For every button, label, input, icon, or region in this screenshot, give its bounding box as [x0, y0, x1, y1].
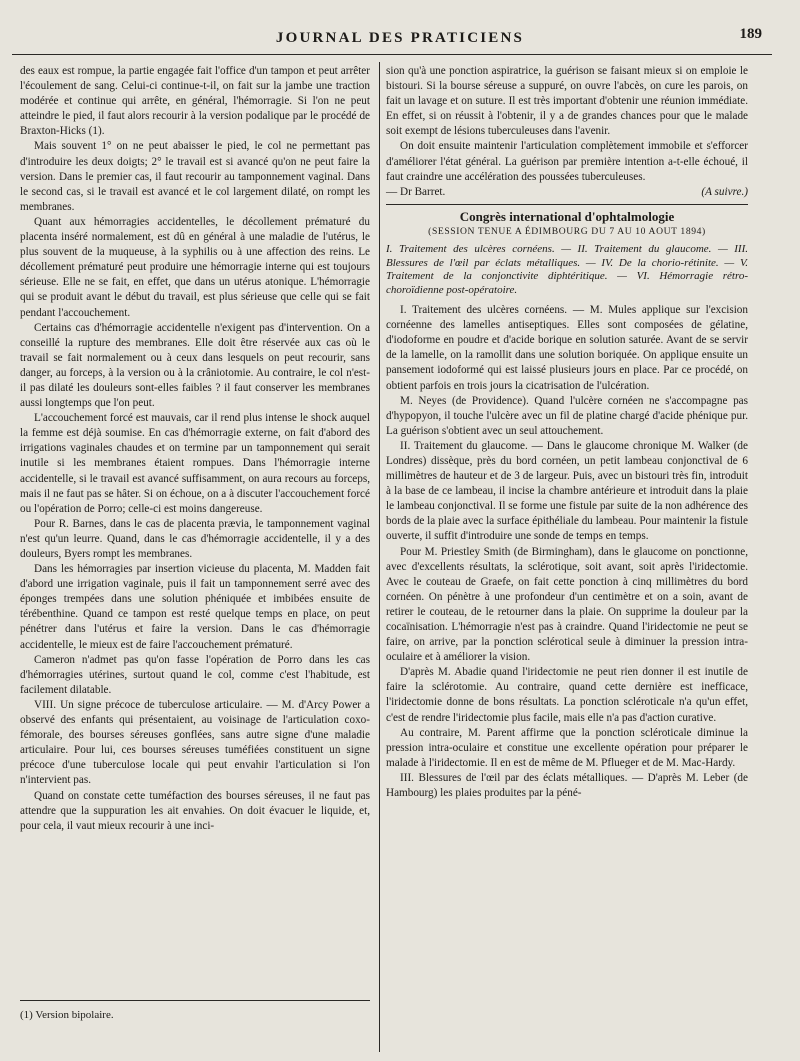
- paragraph: On doit ensuite maintenir l'articulation complètement immobile et s'efforcer d'améliorer l'état général. La guérison par première intention a-t-elle échoué, il faut craindre une accélération des poussées tuberculeuses.: [386, 140, 748, 183]
- footnote-rule: [20, 1000, 370, 1001]
- paragraph: Pour M. Priestley Smith (de Birmingham), dans le glaucome on ponctionne, avec d'excellents résultats, la sclérotique, soit avant, soit après l'iridectomie. Avec le couteau de Graefe, on fait cette ponction à cinq millimètres du bord cornéen. On pénètre à une profondeur d'un centimètre et on a soin, avant de retirer le couteau, de le retourner dans la plaie. On supprime la douleur par la cocaïnisation. L'hémorragie n'est pas à craindre. Quand l'iridectomie ne peut se faire, on arrive, par la ponction sclérotical seule à diminuer la pression intra-oculaire et à améliorer la vision.: [386, 545, 748, 664]
- left-column: [20, 64, 370, 834]
- paragraph: II. Traitement du glaucome. — Dans le glaucome chronique M. Walker (de Londres) dissèque, près du bord cornéen, un petit lambeau conjonctival de 6 millimètres de hauteur et de 3 de largeur. Puis, avec un bistouri très fin, introduit à la base de ce lambeau, il incise la chambre antérieure et introduit dans la plaie le lambeau conjonctival. Il se forme une fistule par suite de la non adhérence des bords de la plaie avec la surface épithéliale du lambeau. Pour maintenir la fistule ouverte, il suffit d'introduire une sonde de temps en temps.: [386, 439, 748, 543]
- paragraph: Pour R. Barnes, dans le cas de placenta prævia, le tamponnement vaginal n'est qu'un leurre. Quand, dans le cas d'hémorragie accidentelle, il y a des douleurs, Byers rompt les membranes.: [20, 517, 370, 560]
- page-header: [0, 24, 800, 54]
- paragraph: Certains cas d'hémorragie accidentelle n'exigent pas d'intervention. On a conseillé la rupture des membranes. Elle doit être réservée aux cas où le travail se fait normalement ou à ceux dans lesquels on peut recourir, sans danger, au forceps, à la version ou à la crâniotomie. Au contraire, le col n'est-il pas dilaté les douleurs sont-elles faibles ? il faut conserver les membranes aussi longtemps que l'on peut.: [20, 321, 370, 410]
- paragraph: sion qu'à une ponction aspiratrice, la guérison se faisant mieux si on emploie le bistouri. Si la bourse séreuse a suppuré, on ouvre l'abcès, on cure les parois, on fait un lavage et on suture. Il est très important d'obtenir une réunion immédiate. En effet, si on réussit à l'obtenir, il y a de grandes chances pour que le malade soit exempt de lésions tuberculeuses dans l'avenir.: [386, 65, 748, 138]
- paragraph: I. Traitement des ulcères cornéens. — M. Mules applique sur l'excision cornéenne des lamelles antiseptiques. Elles sont composées de gélatine, d'iodoforme en poudre et d'acide borique en solution saturée. Avant de se servir de la lamelle, on la ramollit dans une solution boriquée. On applique ensuite un pansement iodoformé qui est laissé plusieurs jours en place. Par ce procédé, on obtient parfois en trois jours la cicatrisation de l'ulcération.: [386, 304, 748, 392]
- paragraph: Dans les hémorragies par insertion vicieuse du placenta, M. Madden fait d'abord une irrigation vaginale, puis il fait un tamponnement serré avec des éponges trempées dans une solution phéniquée et imbibées ensuite de térébenthine. Quand ce tampon est resté quelque temps en place, on peut pénétrer dans l'utérus et faire la version. Dans le cas d'hémorragie accidentelle, le mieux est de faire l'accouchement prématuré.: [20, 563, 370, 651]
- journal-title: JOURNAL DES PRATICIENS: [275, 30, 525, 46]
- paragraph: D'après M. Abadie quand l'iridectomie ne peut rien donner il est inutile de faire la sclérotomie. Au contraire, quand cette dernière est inefficace, l'iridectomie donne de bons résultats. La ponction scléroticale n'a qu'un effet, c'est de rendre l'iridectomie plus facile, mais elle n'a pas d'action curative.: [386, 666, 748, 724]
- paragraph: Mais souvent 1° on ne peut abaisser le pied, le col ne permettant pas d'introduire les deux doigts; 2° le travail est si avancé qu'on ne peut faire la version. Dans le premier cas, il faut recourir au tamponnement vaginal. Dans le second cas, si le travail est avancé et le col largement dilaté, on rompt les membranes.: [20, 140, 370, 213]
- paragraph: L'accouchement forcé est mauvais, car il rend plus intense le shock auquel la femme est déjà soumise. En cas d'hémorragie externe, on fait d'abord des irrigations vaginales chaudes et on termine par un tamponnement qui serait inutile si les membranes étaient rompues. Dans l'hémorragie interne accidentelle, si le travail est avancé suffisamment, on aura recours au forceps, mais il ne faut pas se hâter. Si on échoue, on a à discuter l'accouchement forcé ou l'opération de Porro; celle-ci est moins dangereuse.: [20, 412, 370, 515]
- paragraph: Cameron n'admet pas qu'on fasse l'opération de Porro dans les cas d'hémorragies utérines, surtout quand le col, comme c'est l'habitude, est facilement dilatable.: [20, 653, 370, 696]
- footnote: [20, 1000, 370, 1021]
- section-paragraph: VIII. Un signe précoce de tuberculose articulaire. — M. d'Arcy Power a observé des enfants qui présentaient, au voisinage de l'articulation coxo-fémorale, des bourses séreuses gonflées, sans autre signe d'une maladie articulaire. Pour lui, ces bourses séreuses tuméfiées constituent un signe précoce d'une tuberculose locale qui peut envahir l'articulation si l'on n'intervient pas.: [20, 698, 370, 787]
- paragraph: Quant aux hémorragies accidentelles, le décollement prématuré du placenta inséré normalement, est dû en général à une maladie de l'utérus, le plus souvent de la muqueuse, à la syphilis ou à une affection des reins. Le décollement prématuré peut produire une hémorragie interne qui est toujours sérieuse. Elle ne se fait, en effet, que dans un utérus atonique. L'hémorragie qui se produit avant le début du travail, est plus sérieuse que celle qui se fait pendant l'accouchement.: [20, 215, 370, 319]
- header-rule: [12, 54, 772, 55]
- congress-title: Congrès international d'ophtalmologie: [459, 208, 675, 224]
- paragraph: Quand on constate cette tuméfaction des bourses séreuses, il ne faut pas attendre que la suppuration les ait envahies. On doit évacuer le liquide, et, pour cela, il vaut mieux recourir à une inci-: [20, 789, 370, 832]
- paragraph: des eaux est rompue, la partie engagée fait l'office d'un tampon et peut arrêter l'écoulement de sang. Celui-ci continue-t-il, on fait sur la jambe une traction modérée et continue qui arrête, en général, l'hémorragie. Si l'on ne peut atteindre le pied, il faut alors recourir à la version podalique par le procédé de Braxton-Hicks (1).: [20, 65, 370, 138]
- column-divider: [379, 62, 380, 1052]
- signature-line: [386, 185, 748, 200]
- page-number: 189: [739, 26, 762, 42]
- to-be-continued: (A suivre.): [701, 185, 748, 198]
- author-signature: — Dr Barret.: [386, 185, 446, 198]
- section-rule: [386, 204, 748, 205]
- right-column: [386, 64, 748, 801]
- paragraph: III. Blessures de l'œil par des éclats métalliques. — D'après M. Leber (de Hambourg) les plaies produites par la péné-: [386, 771, 748, 800]
- congress-summary: I. Traitement des ulcères cornéens. — II. Traitement du glaucome. — III. Blessures de l'œil par éclats métalliques. — IV. De la chorio-rétinite. — V. Traitement de la conjonctivite diphtéritique. — VI. Hémorragie rétro-choroïdienne post-opératoire.: [386, 243, 748, 296]
- congress-subtitle: (SESSION TENUE A ÉDIMBOURG DU 7 AU 10 AOUT 1894): [428, 225, 706, 237]
- footnote-text: (1) Version bipolaire.: [20, 1009, 114, 1021]
- paragraph: M. Neyes (de Providence). Quand l'ulcère cornéen ne s'accompagne pas d'hypopyon, il touche l'ulcère avec un fil de platine chargé d'acide phénique pur. La guérison s'obtient avec un seul attouchement.: [386, 394, 748, 437]
- paragraph: Au contraire, M. Parent affirme que la ponction scléroticale diminue la pression intra-oculaire et constitue une excellente opération pour préparer le malade à l'iridectomie. Il en est de même de M. Pflueger et de M. Mac-Hardy.: [386, 726, 748, 769]
